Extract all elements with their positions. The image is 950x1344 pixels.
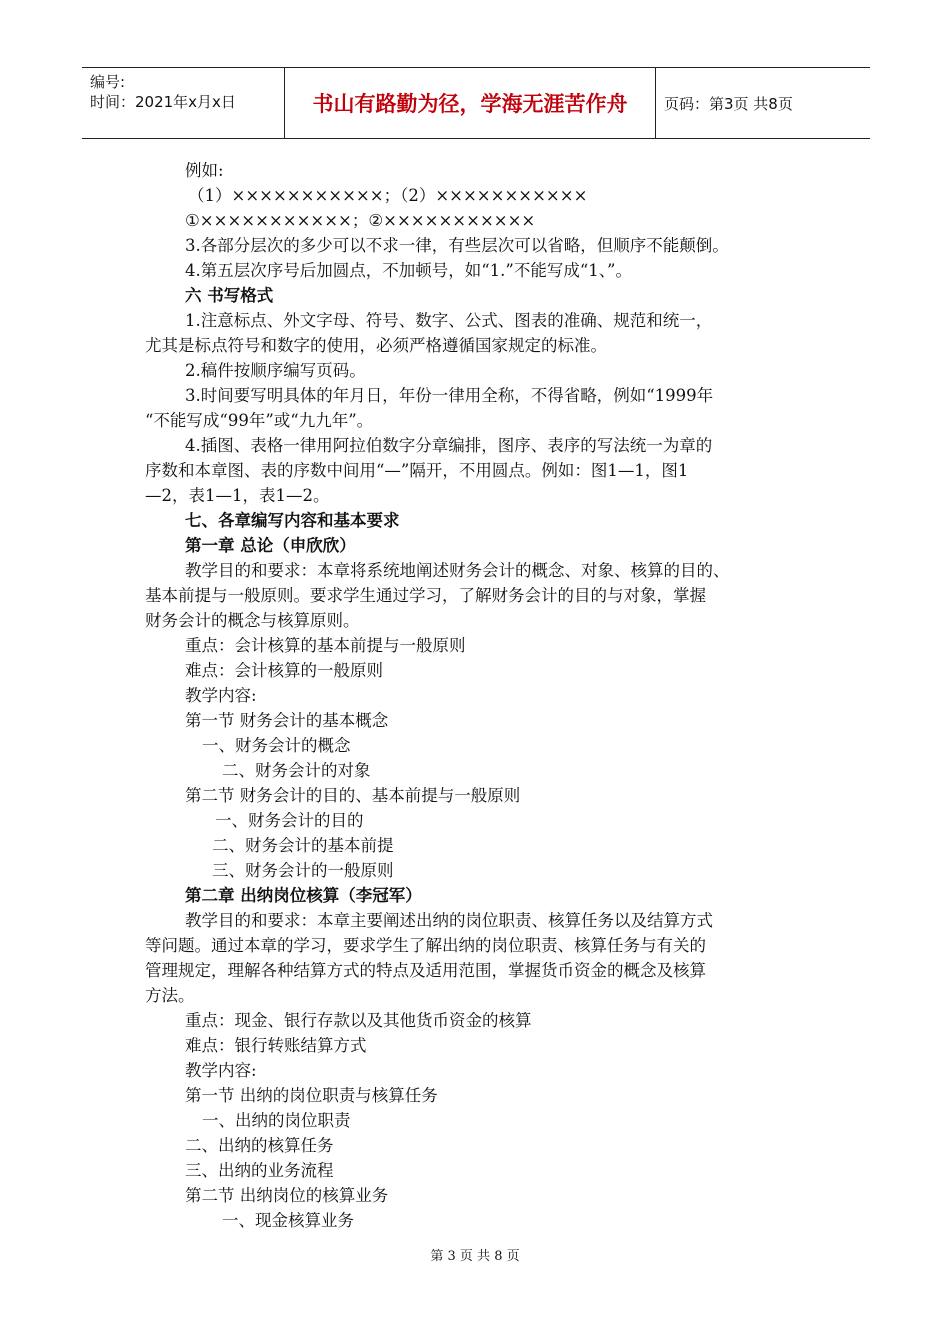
text-line: 二、财务会计的对象 xyxy=(222,761,371,780)
text-line: 第一节 财务会计的基本概念 xyxy=(185,711,389,730)
text-line: ①×××××××××××；②××××××××××× xyxy=(185,211,536,230)
text-line: 重点：会计核算的基本前提与一般原则 xyxy=(185,636,466,655)
text-line: —2，表1—1，表1—2。 xyxy=(145,486,330,505)
text-line: 财务会计的概念与核算原则。 xyxy=(145,611,360,630)
text-line: “不能写成“99年”或“九九年”。 xyxy=(145,411,374,430)
section-heading: 七、各章编写内容和基本要求 xyxy=(185,511,400,530)
text-line: 重点：现金、银行存款以及其他货币资金的核算 xyxy=(185,1011,532,1030)
text-line: 序数和本章图、表的序数中间用“—”隔开，不用圆点。例如：图1—1，图1 xyxy=(145,461,689,480)
text-line: 第一节 出纳的岗位职责与核算任务 xyxy=(185,1086,438,1105)
text-line: 一、财务会计的目的 xyxy=(215,811,364,830)
text-line: 4.插图、表格一律用阿拉伯数字分章编排，图序、表序的写法统一为章的 xyxy=(185,436,713,455)
header-meta xyxy=(82,68,285,138)
text-line: 3.各部分层次的多少可以不求一律，有些层次可以省略，但顺序不能颠倒。 xyxy=(185,236,729,255)
section-heading: 六 书写格式 xyxy=(185,286,274,305)
text-line: （1）×××××××××××；（2）××××××××××× xyxy=(188,186,588,205)
text-line: 三、出纳的业务流程 xyxy=(185,1161,334,1180)
text-line: 第二节 财务会计的目的、基本前提与一般原则 xyxy=(185,786,521,805)
header-page-info: 页码：第3页 共8页 xyxy=(664,94,793,113)
text-line: 3.时间要写明具体的年月日，年份一律用全称，不得省略，例如“1999年 xyxy=(185,386,714,405)
text-line: 4.第五层次序号后加圆点，不加顿号，如“1.”不能写成“1、”。 xyxy=(185,261,632,280)
text-line: 三、财务会计的一般原则 xyxy=(212,861,394,880)
text-line: 方法。 xyxy=(145,986,195,1005)
text-line: 二、出纳的核算任务 xyxy=(185,1136,334,1155)
text-line: 一、财务会计的概念 xyxy=(202,736,351,755)
text-line: 第二节 出纳岗位的核算业务 xyxy=(185,1186,389,1205)
text-line: 二、财务会计的基本前提 xyxy=(212,836,394,855)
text-line: 1.注意标点、外文字母、符号、数字、公式、图表的准确、规范和统一， xyxy=(185,311,713,330)
text-line: 尤其是标点符号和数字的使用，必须严格遵循国家规定的标准。 xyxy=(145,336,607,355)
text-line: 等问题。通过本章的学习，要求学生了解出纳的岗位职责、核算任务与有关的 xyxy=(145,936,706,955)
text-line: 基本前提与一般原则。要求学生通过学习，了解财务会计的目的与对象，掌握 xyxy=(145,586,706,605)
document-body xyxy=(140,158,820,1233)
page-footer: 第 3 页 共 8 页 xyxy=(430,1249,520,1264)
text-line: 教学目的和要求：本章将系统地阐述财务会计的概念、对象、核算的目的、 xyxy=(185,561,730,580)
text-line: 2.稿件按顺序编写页码。 xyxy=(185,361,366,380)
page-header xyxy=(82,67,870,139)
text-line: 难点：会计核算的一般原则 xyxy=(185,661,383,680)
text-line: 一、出纳的岗位职责 xyxy=(202,1111,351,1130)
section-heading: 第二章 出纳岗位核算（李冠军） xyxy=(185,886,422,905)
text-line: 教学内容: xyxy=(185,1061,257,1080)
time-label: 时间：2021年x月x日 xyxy=(90,93,236,111)
text-line: 一、现金核算业务 xyxy=(222,1211,354,1230)
text-line: 教学内容: xyxy=(185,686,257,705)
header-motto: 书山有路勤为径，学海无涯苦作舟 xyxy=(285,68,656,138)
text-line: 教学目的和要求：本章主要阐述出纳的岗位职责、核算任务以及结算方式 xyxy=(185,911,713,930)
text-line: 管理规定，理解各种结算方式的特点及适用范围，掌握货币资金的概念及核算 xyxy=(145,961,706,980)
number-label: 编号: xyxy=(90,73,126,91)
text-line: 例如: xyxy=(185,161,224,180)
section-heading: 第一章 总论（申欣欣） xyxy=(185,536,356,555)
text-line: 难点：银行转账结算方式 xyxy=(185,1036,367,1055)
